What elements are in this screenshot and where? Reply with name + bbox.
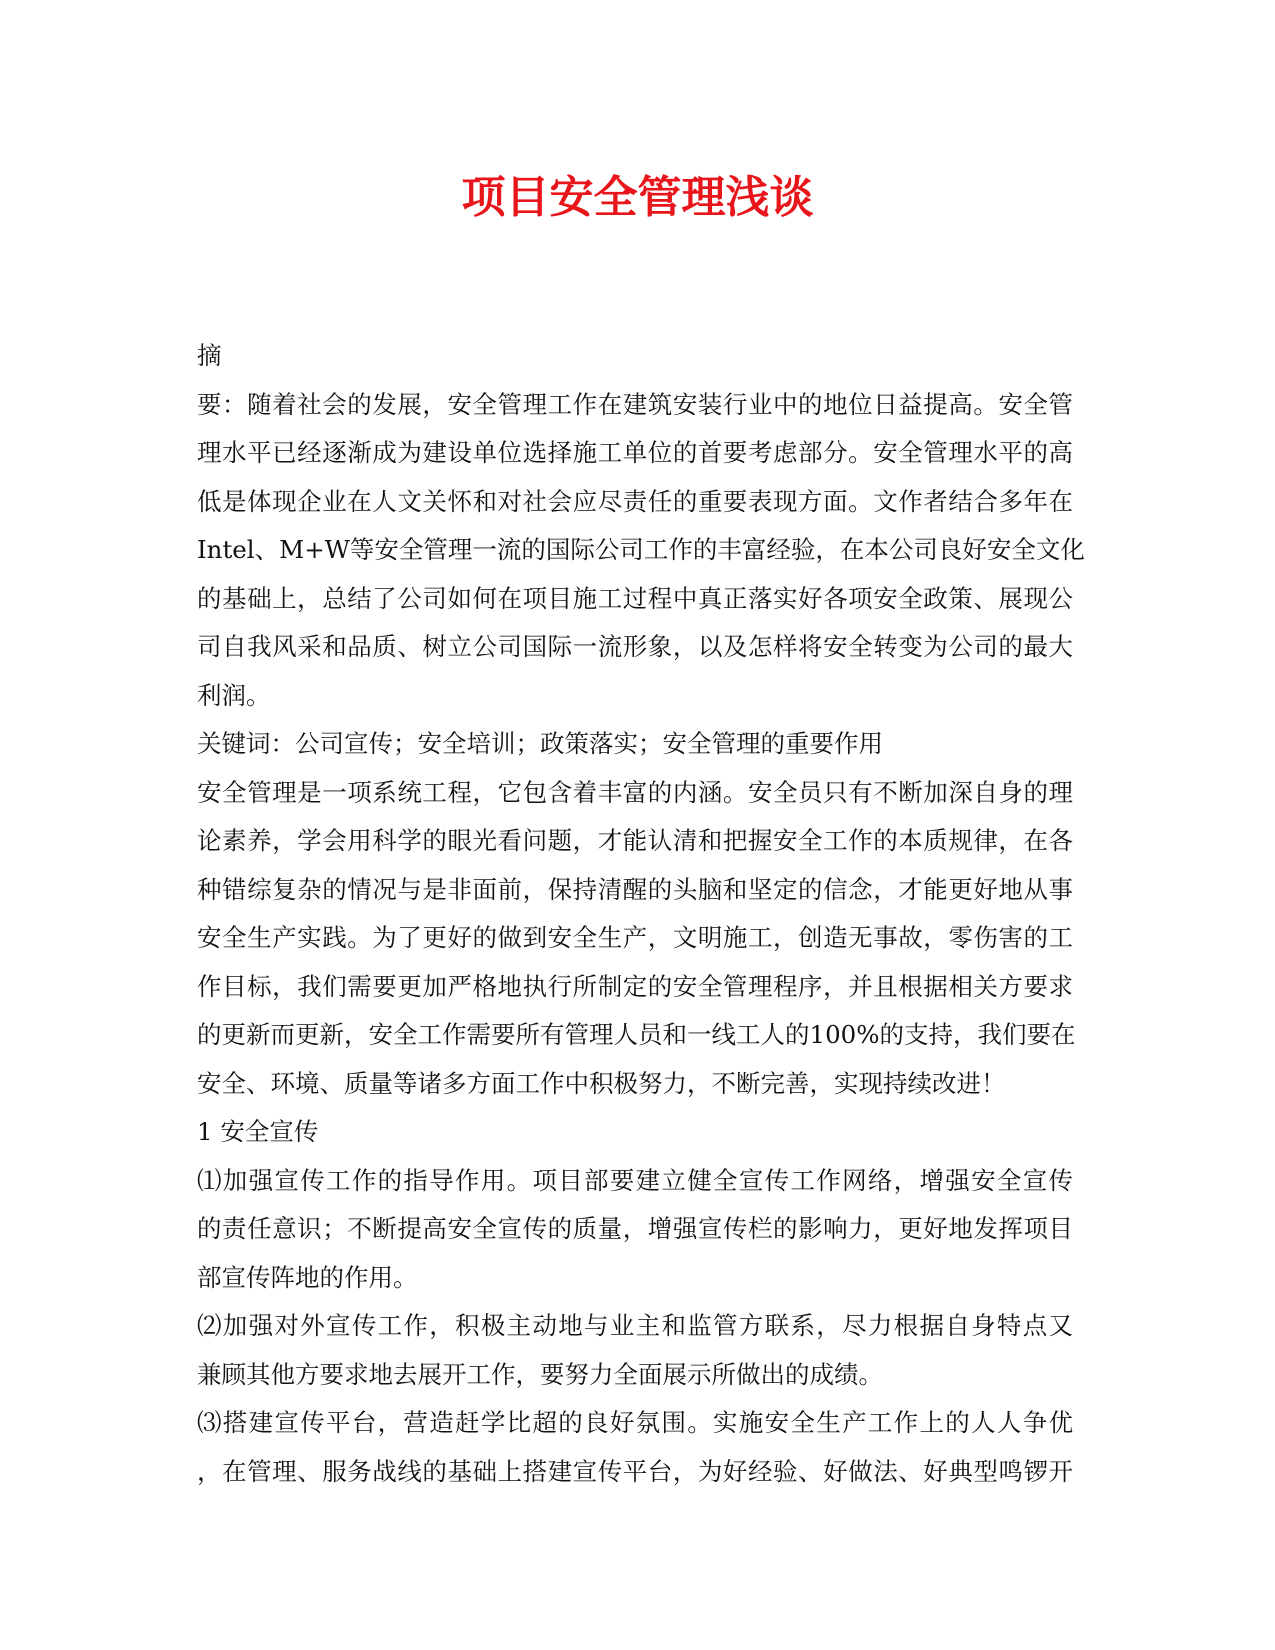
section-heading: 1 安全宣传 [197,1117,319,1146]
list-item-line: ，在管理、服务战线的基础上搭建宣传平台，为好经验、好做法、好典型鸣锣开 [197,1456,1073,1486]
paragraph-line: 安全管理是一项系统工程，它包含着丰富的内涵。安全员只有不断加深自身的理 [197,777,1073,807]
abstract-line: 要：随着社会的发展，安全管理工作在建筑安装行业中的地位日益提高。安全管 [197,389,1073,419]
abstract-label-line: 摘 [197,341,222,370]
abstract-line: 利润。 [197,680,271,710]
list-item-line: ⑵加强对外宣传工作，积极主动地与业主和监管方联系，尽力根据自身特点又 [197,1311,1073,1340]
paragraph-line: 安全、环境、质量等诸多方面工作中积极努力，不断完善，实现持续改进！ [197,1068,1006,1098]
abstract-line: Intel、M+W等安全管理一流的国际公司工作的丰富经验，在本公司良好安全文化 [197,535,1085,564]
paragraph-line: 作目标，我们需要更加严格地执行所制定的安全管理程序，并且根据相关方要求 [197,971,1073,1001]
list-item-line: 部宣传阵地的作用。 [197,1262,418,1292]
list-item-line: ⑶搭建宣传平台，营造赶学比超的良好氛围。实施安全生产工作上的人人争优 [197,1408,1073,1437]
document-body [197,332,1085,1496]
paragraph-line: 安全生产实践。为了更好的做到安全生产，文明施工，创造无事故，零伤害的工 [197,923,1073,952]
paragraph-line: 种错综复杂的情况与是非面前，保持清醒的头脑和坚定的信念，才能更好地从事 [197,874,1073,904]
list-item-line: 兼顾其他方要求地去展开工作，要努力全面展示所做出的成绩。 [197,1359,883,1389]
list-item-line: ⑴加强宣传工作的指导作用。项目部要建立健全宣传工作网络，增强安全宣传 [197,1165,1073,1195]
paragraph-line: 论素养，学会用科学的眼光看问题，才能认清和把握安全工作的本质规律，在各 [197,826,1073,855]
abstract-line: 理水平已经逐渐成为建设单位选择施工单位的首要考虑部分。安全管理水平的高 [197,438,1073,467]
document-title: 项目安全管理浅谈 [461,172,814,223]
abstract-line: 的基础上，总结了公司如何在项目施工过程中真正落实好各项安全政策、展现公 [197,583,1073,613]
list-item-line: 的责任意识；不断提高安全宣传的质量，增强宣传栏的影响力，更好地发挥项目 [197,1214,1073,1243]
keywords-line: 关键词：公司宣传；安全培训；政策落实；安全管理的重要作用 [197,729,883,758]
paragraph-line: 的更新而更新，安全工作需要所有管理人员和一线工人的100%的支持，我们要在 [197,1020,1076,1049]
abstract-line: 低是体现企业在人文关怀和对社会应尽责任的重要表现方面。文作者结合多年在 [197,486,1073,516]
abstract-line: 司自我风采和品质、树立公司国际一流形象，以及怎样将安全转变为公司的最大 [197,632,1073,661]
